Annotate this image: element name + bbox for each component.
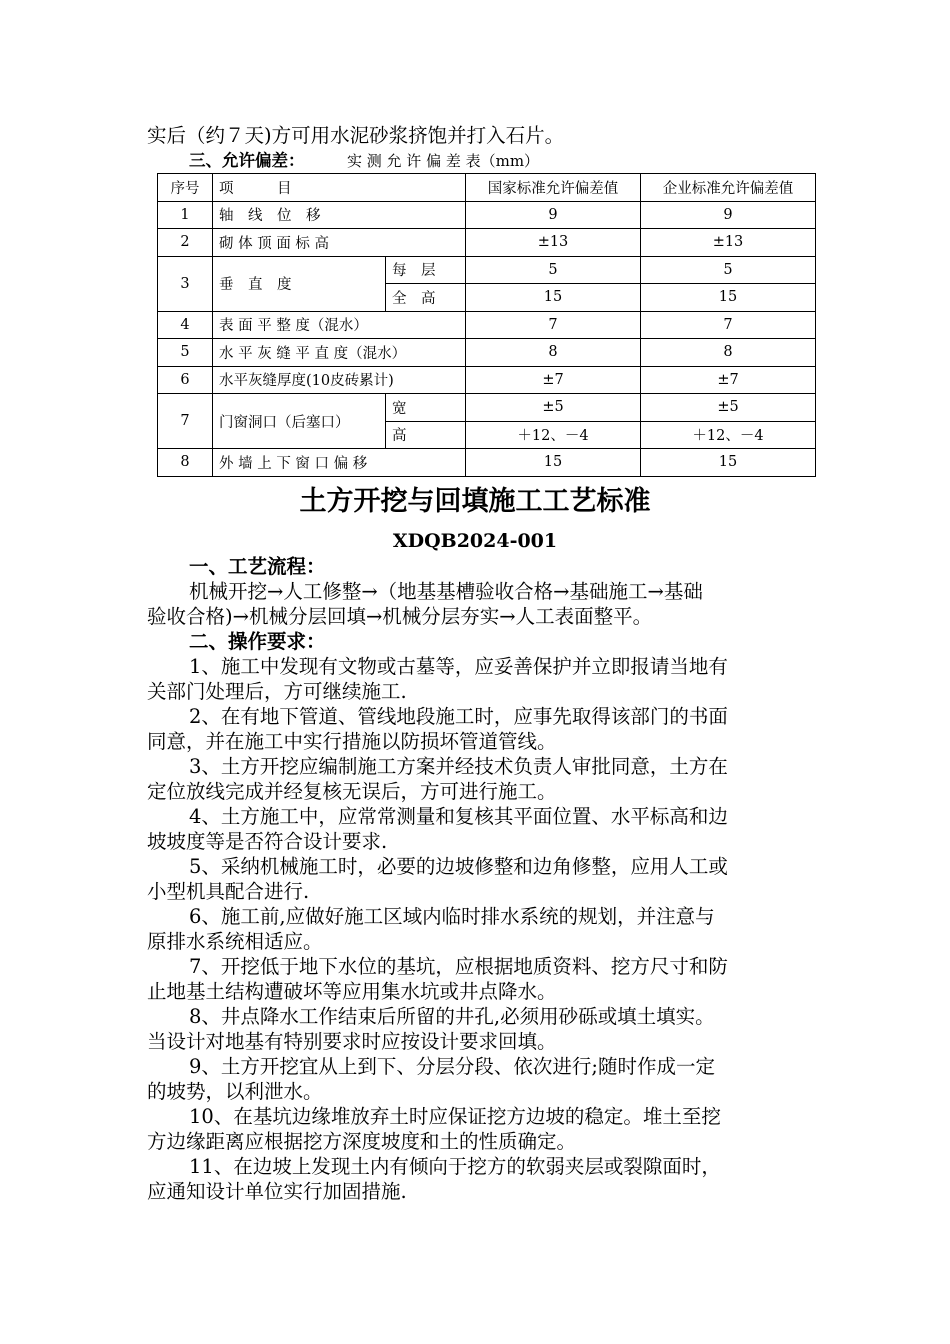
row-no: 4 (158, 311, 213, 339)
row-national: 7 (466, 311, 641, 339)
requirement-line: 5、采纳机械施工时，必要的边坡修整和边角修整，应用人工或 (189, 855, 728, 878)
header-national: 国家标准允许偏差值 (466, 174, 641, 202)
header-no: 序号 (158, 174, 213, 202)
table-row (158, 256, 816, 284)
table-row (158, 311, 816, 339)
requirement-line: 应通知设计单位实行加固措施. (147, 1180, 407, 1203)
row-enterprise: ±5 (641, 394, 816, 422)
row-item: 水 平 灰 缝 平 直 度（混水） (213, 339, 466, 367)
requirement-line: 小型机具配合进行. (147, 880, 310, 903)
header-enterprise: 企业标准允许偏差值 (641, 174, 816, 202)
row-enterprise: 7 (641, 311, 816, 339)
table-header-row (158, 174, 816, 202)
tolerance-table-title: 实 测 允 许 偏 差 表（mm） (347, 152, 540, 170)
process-line: 验收合格)→机械分层回填→机械分层夯实→人工表面整平。 (147, 605, 653, 628)
row-subitem: 每 层 (386, 256, 466, 284)
requirement-line: 止地基土结构遭破坏等应用集水坑或井点降水。 (147, 980, 557, 1003)
row-subitem: 宽 (386, 394, 466, 422)
row-national: ＋12、－4 (466, 421, 641, 449)
table-row (158, 201, 816, 229)
requirement-line: 定位放线完成并经复核无误后，方可进行施工。 (147, 780, 557, 803)
row-enterprise: ±7 (641, 366, 816, 394)
requirement-line: 坡坡度等是否符合设计要求. (147, 830, 388, 853)
standard-code: XDQB2024-001 (392, 530, 558, 552)
row-item: 门窗洞口（后塞口） (213, 394, 386, 449)
requirement-line: 2、在有地下管道、管线地段施工时，应事先取得该部门的书面 (189, 705, 728, 728)
requirement-line: 4、土方施工中，应常常测量和复核其平面位置、水平标高和边 (189, 805, 728, 828)
row-enterprise: 5 (641, 256, 816, 284)
requirement-line: 9、土方开挖宜从上到下、分层分段、依次进行;随时作成一定 (189, 1055, 715, 1078)
row-national: ±7 (466, 366, 641, 394)
row-enterprise: ±13 (641, 229, 816, 257)
process-heading: 一、工艺流程： (189, 555, 326, 578)
table-row (158, 366, 816, 394)
requirement-line: 关部门处理后，方可继续施工. (147, 680, 407, 703)
table-row (158, 339, 816, 367)
requirement-line: 方边缘距离应根据挖方深度坡度和土的性质确定。 (147, 1130, 577, 1153)
tolerance-table (157, 173, 816, 477)
row-national: ±5 (466, 394, 641, 422)
row-subitem: 高 (386, 421, 466, 449)
requirement-line: 10、在基坑边缘堆放弃土时应保证挖方边坡的稳定。堆土至挖 (189, 1105, 721, 1128)
row-no: 1 (158, 201, 213, 229)
row-enterprise: 15 (641, 449, 816, 477)
intro-line: 实后（约７天)方可用水泥砂浆挤饱并打入石片。 (147, 124, 565, 147)
row-national: 5 (466, 256, 641, 284)
row-enterprise: ＋12、－4 (641, 421, 816, 449)
row-no: 2 (158, 229, 213, 257)
row-item: 外 墙 上 下 窗 口 偏 移 (213, 449, 466, 477)
row-no: 3 (158, 256, 213, 311)
row-national: 8 (466, 339, 641, 367)
requirement-line: 6、施工前,应做好施工区域内临时排水系统的规划，并注意与 (189, 905, 715, 928)
table-row (158, 229, 816, 257)
row-enterprise: 8 (641, 339, 816, 367)
requirement-line: 7、开挖低于地下水位的基坑，应根据地质资料、挖方尺寸和防 (189, 955, 728, 978)
row-enterprise: 15 (641, 284, 816, 312)
requirement-line: 同意，并在施工中实行措施以防损坏管道管线。 (147, 730, 557, 753)
tolerance-heading: 三、允许偏差： (189, 151, 305, 170)
table-row (158, 394, 816, 422)
row-item: 轴 线 位 移 (213, 201, 466, 229)
requirement-line: 的坡势，以利泄水。 (147, 1080, 323, 1103)
requirement-line: 11、在边坡上发现土内有倾向于挖方的软弱夹层或裂隙面时， (189, 1155, 721, 1178)
row-national: 15 (466, 449, 641, 477)
requirement-line: 8、井点降水工作结束后所留的井孔,必须用砂砾或填土填实。 (189, 1005, 715, 1028)
row-item: 垂 直 度 (213, 256, 386, 311)
requirement-line: 1、施工中发现有文物或古墓等，应妥善保护并立即报请当地有 (189, 655, 728, 678)
header-item: 项 目 (213, 174, 466, 202)
row-national: 15 (466, 284, 641, 312)
row-item: 水平灰缝厚度(10皮砖累计) (213, 366, 466, 394)
process-line: 机械开挖→人工修整→（地基基槽验收合格→基础施工→基础 (189, 580, 703, 603)
row-national: 9 (466, 201, 641, 229)
requirements-heading: 二、操作要求： (189, 630, 326, 653)
row-item: 砌 体 顶 面 标 高 (213, 229, 466, 257)
row-item: 表 面 平 整 度（混水） (213, 311, 466, 339)
row-national: ±13 (466, 229, 641, 257)
row-no: 7 (158, 394, 213, 449)
standard-title: 土方开挖与回填施工工艺标准 (299, 486, 651, 517)
row-enterprise: 9 (641, 201, 816, 229)
requirement-line: 原排水系统相适应。 (147, 930, 323, 953)
row-no: 6 (158, 366, 213, 394)
row-no: 8 (158, 449, 213, 477)
table-row (158, 449, 816, 477)
requirement-line: 3、土方开挖应编制施工方案并经技术负责人审批同意，土方在 (189, 755, 728, 778)
requirement-line: 当设计对地基有特别要求时应按设计要求回填。 (147, 1030, 557, 1053)
row-subitem: 全 高 (386, 284, 466, 312)
row-no: 5 (158, 339, 213, 367)
